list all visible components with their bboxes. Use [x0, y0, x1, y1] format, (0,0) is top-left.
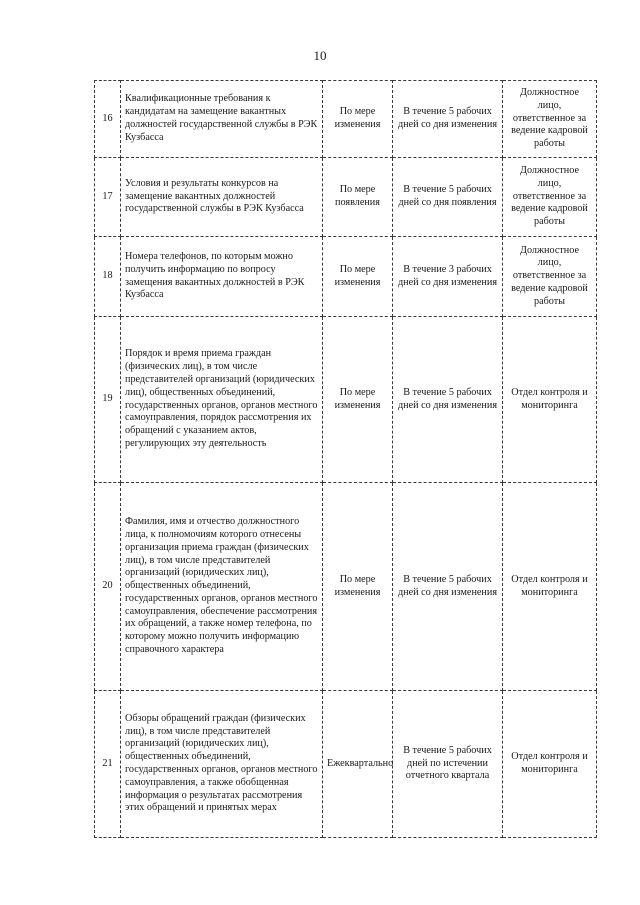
row-number: 19 — [95, 317, 121, 483]
table-row — [95, 483, 597, 691]
table-row — [95, 81, 597, 158]
publication-deadline: В течение 5 рабочих дней со дня изменения — [393, 81, 503, 158]
row-number: 17 — [95, 158, 121, 237]
table-row — [95, 158, 597, 237]
row-number: 21 — [95, 691, 121, 838]
information-disclosure-table — [94, 80, 597, 838]
table-row — [95, 237, 597, 317]
information-item: Условия и результаты конкурсов на замещение вакантных должностей государственной службы в РЭК Кузбасса — [121, 158, 323, 237]
publication-deadline: В течение 3 рабочих дней со дня изменения — [393, 237, 503, 317]
update-frequency: По мере изменения — [323, 81, 393, 158]
information-item: Фамилия, имя и отчество должностного лица, к полномочиям которого отнесены организация приема граждан (физических лиц), в том числе представителей организаций (юридических лиц), общественных объединений, государственных органов, органов местного самоуправления, обеспечение рассмотрения их обращений, а также номер телефона, по которому можно получить информацию справочного характера — [121, 483, 323, 691]
responsible-unit: Должностное лицо, ответственное за ведение кадровой работы — [503, 158, 597, 237]
update-frequency: Ежеквартально — [323, 691, 393, 838]
row-number: 20 — [95, 483, 121, 691]
publication-deadline: В течение 5 рабочих дней со дня изменения — [393, 317, 503, 483]
update-frequency: По мере появления — [323, 158, 393, 237]
row-number: 18 — [95, 237, 121, 317]
page-number: 10 — [313, 48, 327, 63]
update-frequency: По мере изменения — [323, 483, 393, 691]
publication-deadline: В течение 5 рабочих дней со дня изменения — [393, 483, 503, 691]
information-item: Квалификационные требования к кандидатам на замещение вакантных должностей государственной службы в РЭК Кузбасса — [121, 81, 323, 158]
information-item: Номера телефонов, по которым можно получить информацию по вопросу замещения вакантных должностей в РЭК Кузбасса — [121, 237, 323, 317]
table-row — [95, 317, 597, 483]
publication-deadline: В течение 5 рабочих дней со дня появления — [393, 158, 503, 237]
update-frequency: По мере изменения — [323, 237, 393, 317]
responsible-unit: Отдел контроля и мониторинга — [503, 317, 597, 483]
responsible-unit: Должностное лицо, ответственное за ведение кадровой работы — [503, 237, 597, 317]
responsible-unit: Отдел контроля и мониторинга — [503, 691, 597, 838]
table-row — [95, 691, 597, 838]
information-item: Порядок и время приема граждан (физических лиц), в том числе представителей организаций (юридических лиц), общественных объединений, государственных органов, органов местного самоуправления, порядок рассмотрения их обращений с указанием актов, регулирующих эту деятельность — [121, 317, 323, 483]
publication-deadline: В течение 5 рабочих дней по истечении отчетного квартала — [393, 691, 503, 838]
information-item: Обзоры обращений граждан (физических лиц), в том числе представителей организаций (юридических лиц), общественных объединений, государственных органов, органов местного самоуправления, а также обобщенная информация о результатах рассмотрения этих обращений и принятых мерах — [121, 691, 323, 838]
update-frequency: По мере изменения — [323, 317, 393, 483]
responsible-unit: Должностное лицо, ответственное за ведение кадровой работы — [503, 81, 597, 158]
row-number: 16 — [95, 81, 121, 158]
responsible-unit: Отдел контроля и мониторинга — [503, 483, 597, 691]
